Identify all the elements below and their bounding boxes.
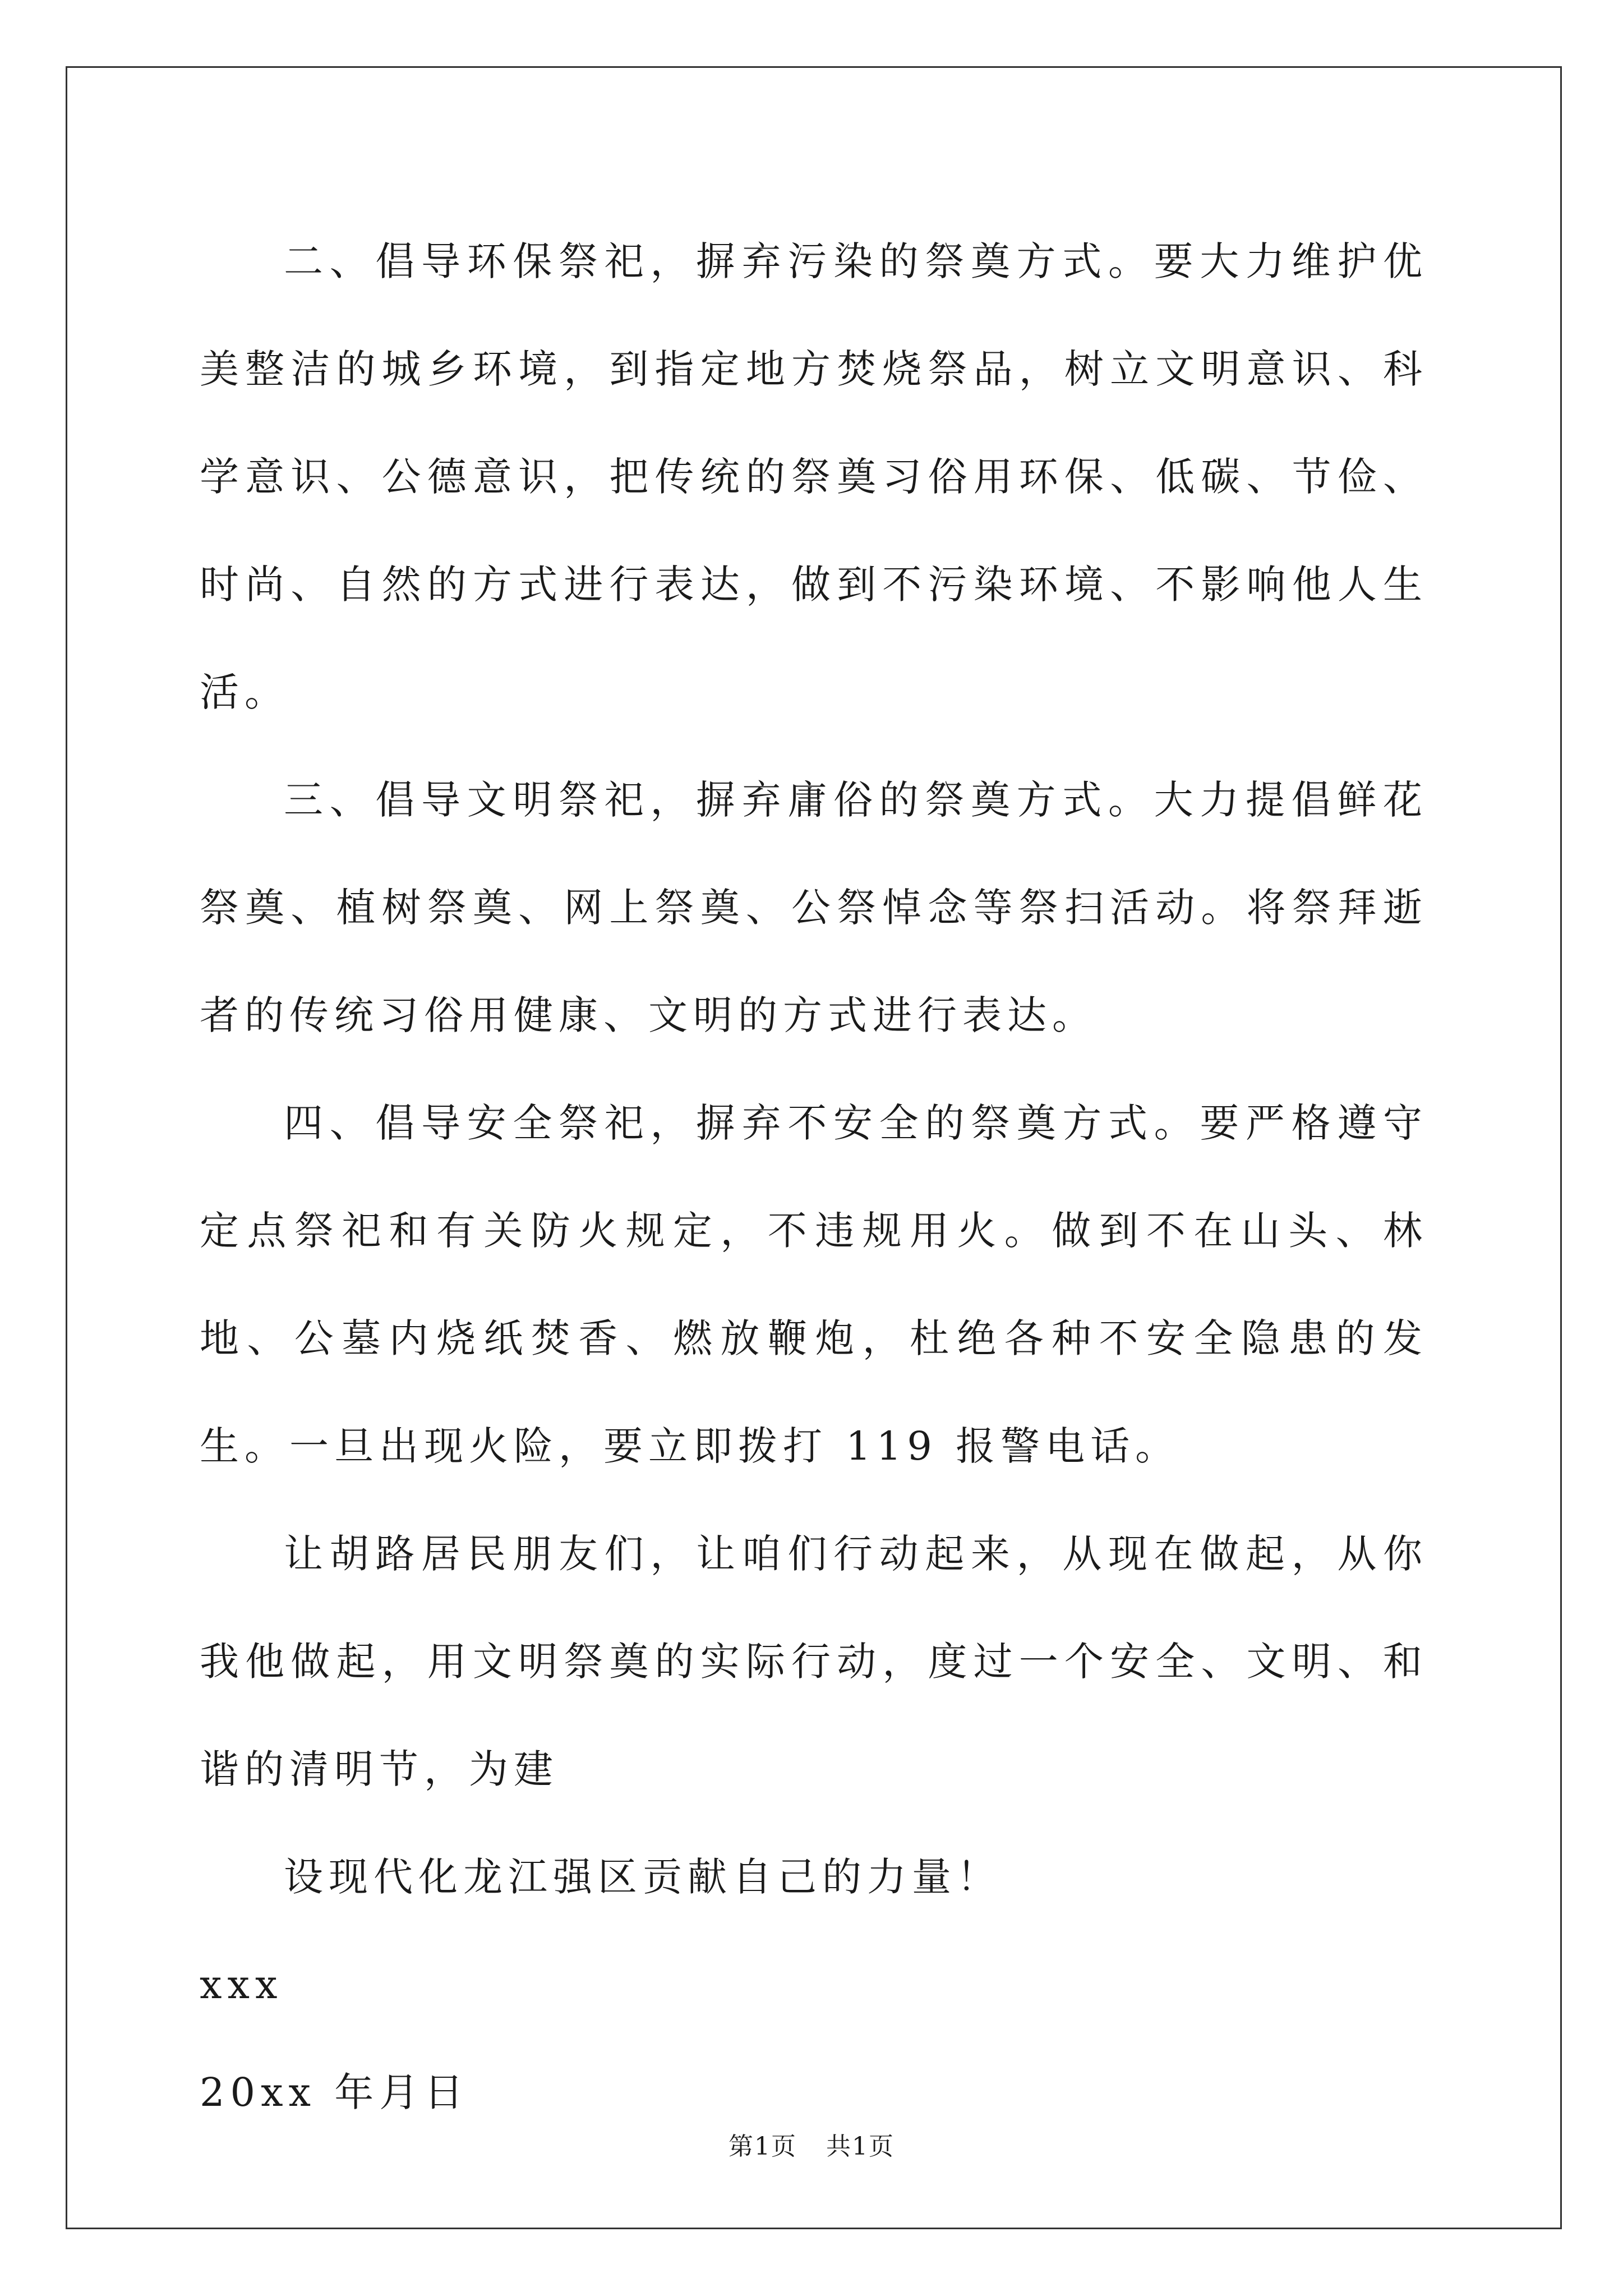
page-total: 共1页	[826, 2132, 895, 2161]
paragraph-environmental: 二、倡导环保祭祀，摒弃污染的祭奠方式。要大力维护优美整洁的城乡环境，到指定地方焚烧祭品，树立文明意识、科学意识、公德意识，把传统的祭奠习俗用环保、低碳、节俭、时尚、自然的方式进行表达，做到不污染环境、不影响他人生活。	[200, 238, 1428, 715]
page-number: 第1页	[728, 2132, 797, 2161]
paragraph-call-to-action: 让胡路居民朋友们，让咱们行动起来，从现在做起，从你我他做起，用文明祭奠的实际行动，度过一个安全、文明、和谐的清明节，为建	[200, 1531, 1428, 1792]
date-line: 20xx 年月日	[200, 2069, 469, 2115]
document-body	[200, 208, 1428, 2146]
paragraph-closing: 设现代化龙江强区贡献自己的力量！	[284, 1854, 1002, 1900]
page-footer	[0, 2126, 1623, 2162]
paragraph-civilized: 三、倡导文明祭祀，摒弃庸俗的祭奠方式。大力提倡鲜花祭奠、植树祭奠、网上祭奠、公祭悼念等祭扫活动。将祭拜逝者的传统习俗用健康、文明的方式进行表达。	[200, 777, 1428, 1038]
paragraph-safety: 四、倡导安全祭祀，摒弃不安全的祭奠方式。要严格遵守定点祭祀和有关防火规定，不违规用火。做到不在山头、林地、公墓内烧纸焚香、燃放鞭炮，杜绝各种不安全隐患的发生。一旦出现火险，要立即拨打 119 报警电话。	[200, 1100, 1428, 1469]
signature: xxx	[200, 1962, 283, 2008]
